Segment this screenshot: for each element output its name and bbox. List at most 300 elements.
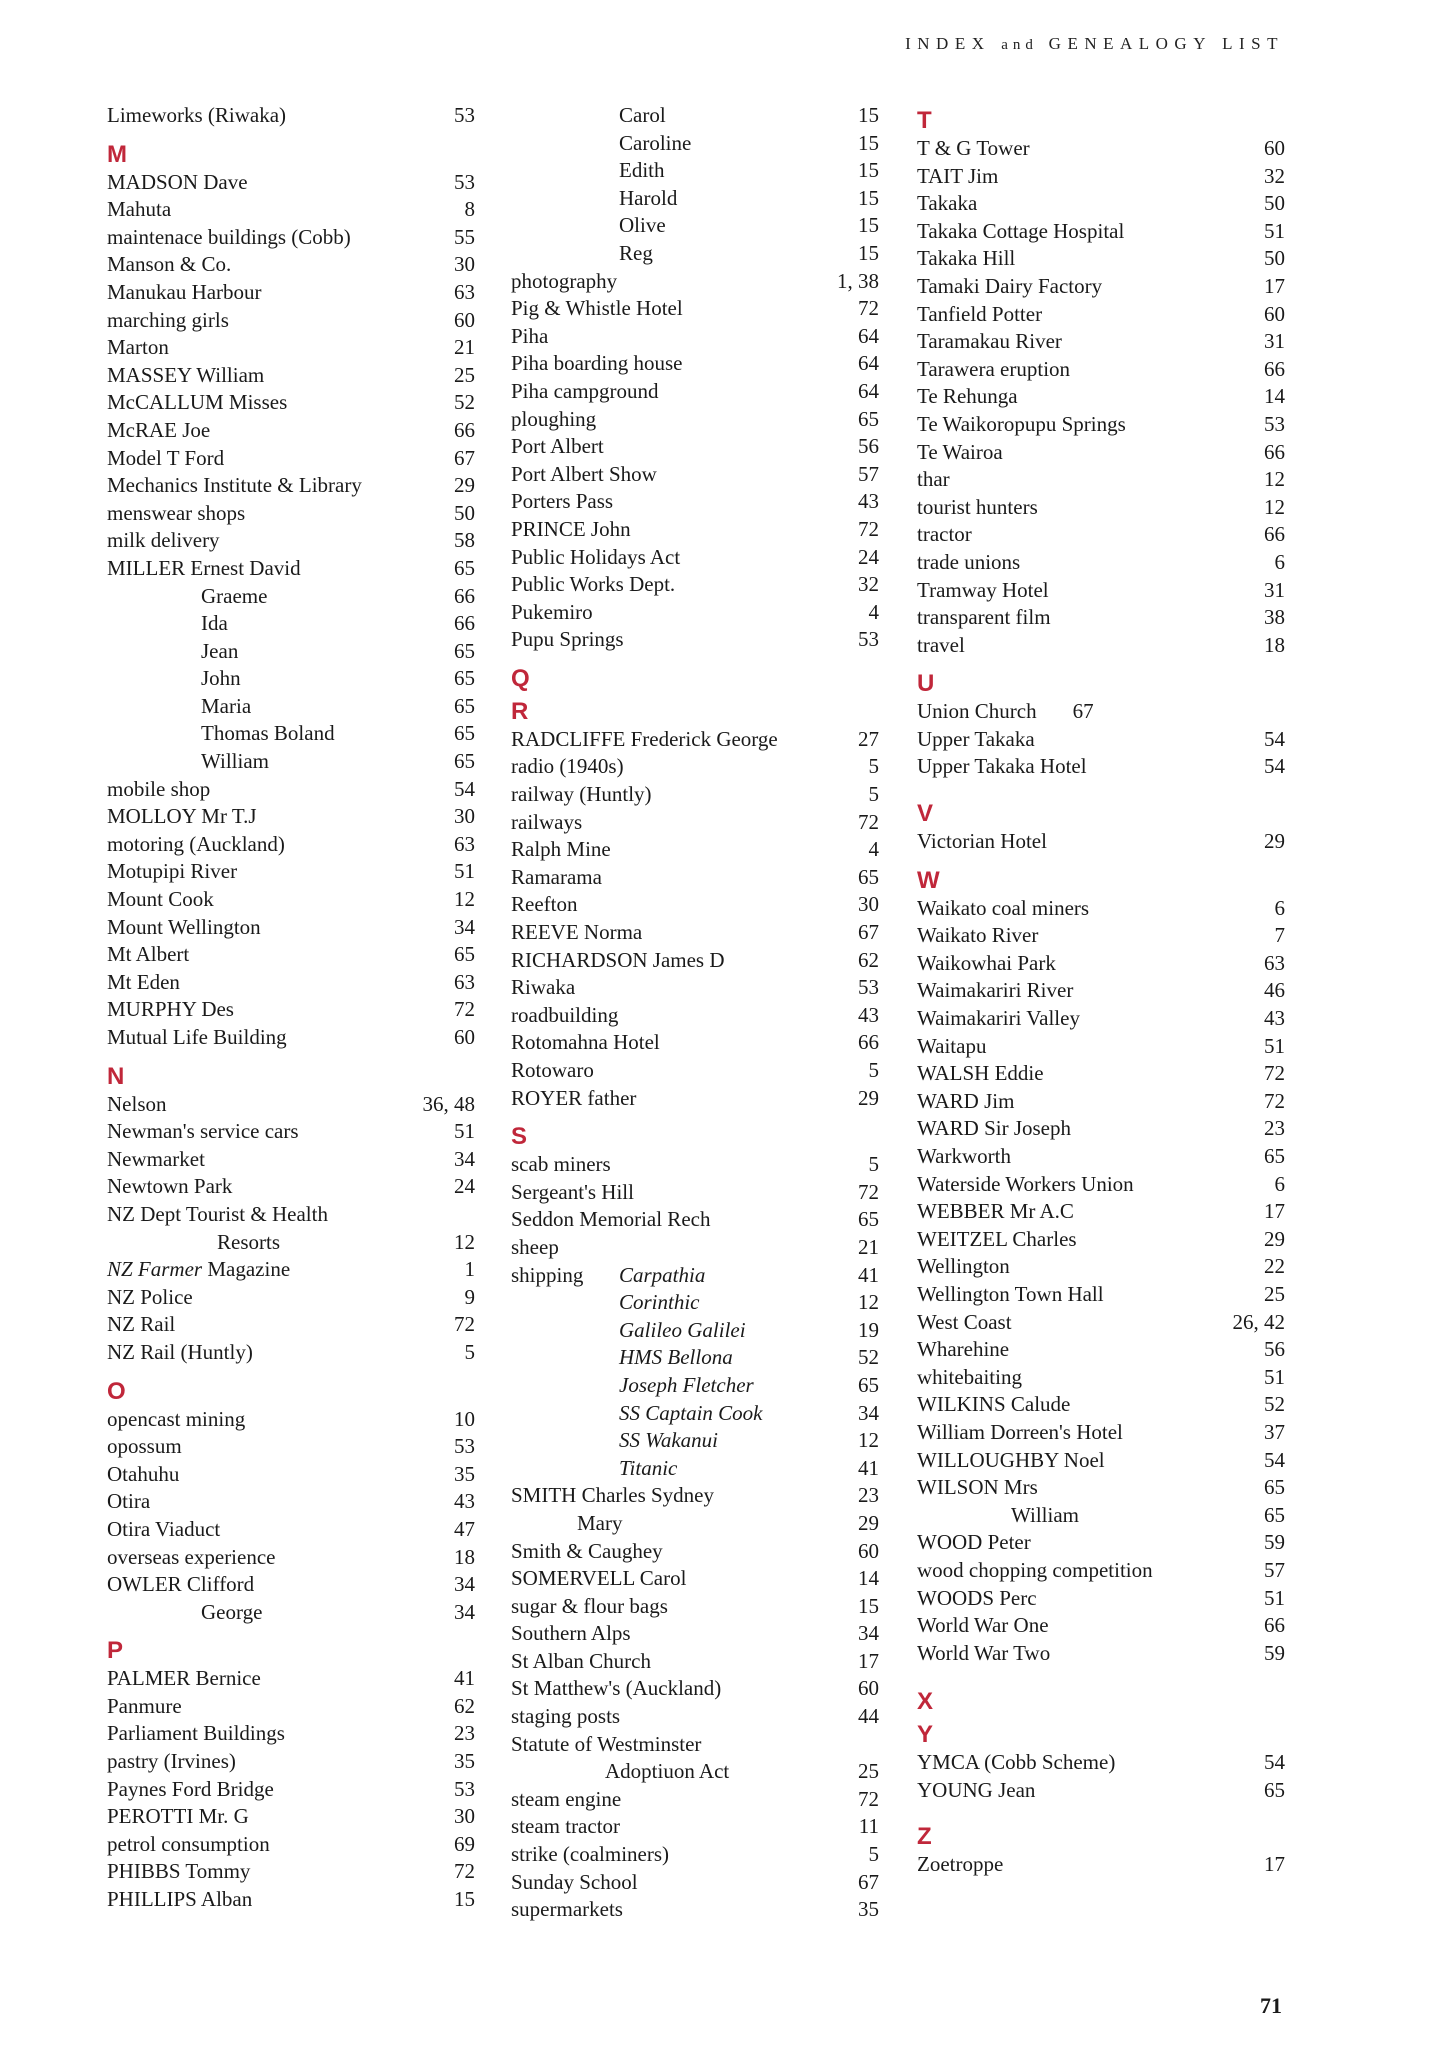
entry-term: transparent film: [917, 605, 1051, 630]
entry-term: Southern Alps: [511, 1621, 631, 1646]
entry-page: 72: [454, 1859, 475, 1884]
index-entry: [511, 1675, 879, 1703]
entry-term: roadbuilding: [511, 1002, 619, 1027]
entry-page: 63: [454, 969, 475, 994]
entry-page: 51: [1264, 1033, 1285, 1058]
entry-page: 64: [858, 378, 879, 403]
index-entry: [107, 102, 475, 130]
entry-term: WARD Jim: [917, 1088, 1015, 1113]
entry-term: William: [201, 749, 269, 774]
entry-term-continued: Resorts: [217, 1229, 280, 1254]
index-entry: [917, 922, 1285, 950]
entry-page: 22: [1264, 1254, 1285, 1279]
entry-page: 9: [464, 1284, 475, 1309]
index-entry: [107, 1311, 475, 1339]
entry-term: Motupipi River: [107, 859, 238, 884]
entry-term: WARD Sir Joseph: [917, 1116, 1072, 1141]
entry-term: Wellington: [917, 1254, 1010, 1279]
entry-page: 72: [858, 1786, 879, 1811]
entry-page: 63: [1264, 950, 1285, 975]
entry-term: Waikato River: [917, 923, 1039, 948]
entry-page: 47: [454, 1516, 475, 1541]
index-entry: [917, 521, 1285, 549]
entry-page: 56: [858, 434, 879, 459]
index-entry: [917, 1851, 1285, 1879]
entry-term: PALMER Bernice: [107, 1666, 261, 1691]
entry-page: 5: [868, 1152, 879, 1177]
entry-term: overseas experience: [107, 1544, 276, 1569]
entry-page: 5: [868, 754, 879, 779]
entry-page: 66: [1264, 439, 1285, 464]
entry-page: 41: [454, 1666, 475, 1691]
entry-page: 51: [1264, 218, 1285, 243]
entry-page: 34: [858, 1400, 879, 1425]
entry-term: ploughing: [511, 406, 597, 431]
entry-page: 72: [454, 997, 475, 1022]
index-entry: [511, 1057, 879, 1085]
entry-term: World War One: [917, 1613, 1049, 1638]
entry-page: 17: [1264, 1852, 1285, 1877]
index-entry: [107, 1284, 475, 1312]
entry-term: sugar & flour bags: [511, 1593, 668, 1618]
index-entry: [511, 1085, 879, 1113]
entry-page: 50: [1264, 246, 1285, 271]
entry-page: 37: [1264, 1419, 1285, 1444]
index-entry: [917, 1309, 1285, 1337]
entry-page: 54: [1264, 726, 1285, 751]
index-entry: [511, 461, 879, 489]
entry-page: 43: [454, 1489, 475, 1514]
entry-page: 60: [1264, 301, 1285, 326]
entry-page: 60: [858, 1538, 879, 1563]
index-entry: [511, 726, 879, 754]
index-column-1: [107, 102, 475, 1914]
entry-term: NZ Rail (Huntly): [107, 1339, 253, 1364]
index-entry: [917, 828, 1285, 856]
index-entry: [917, 950, 1285, 978]
index-entry: [511, 919, 879, 947]
entry-page: 51: [454, 1119, 475, 1144]
entry-term: Mt Albert: [107, 942, 190, 967]
index-entry: [107, 1693, 475, 1721]
entry-term-continued: Adoptiuon Act: [605, 1759, 730, 1784]
entry-page: 34: [858, 1621, 879, 1646]
section-n-entries-2: [107, 1284, 475, 1367]
entry-page: 23: [1264, 1116, 1285, 1141]
index-entry: [107, 831, 475, 859]
index-entry: [107, 1229, 475, 1257]
entry-page: 6: [1274, 895, 1285, 920]
index-entry: [107, 941, 475, 969]
entry-page: 60: [858, 1676, 879, 1701]
index-entry: [511, 1538, 879, 1566]
entry-term: railway (Huntly): [511, 782, 652, 807]
index-entry: [511, 268, 879, 296]
entry-term: Wharehine: [917, 1337, 1010, 1362]
entry-page: 15: [858, 240, 879, 265]
entry-term: Takaka Hill: [917, 246, 1016, 271]
entry-term: Waterside Workers Union: [917, 1171, 1134, 1196]
entry-page: 65: [858, 1207, 879, 1232]
entry-page: 29: [454, 473, 475, 498]
index-entry: [917, 1226, 1285, 1254]
entry-term: Newtown Park: [107, 1174, 233, 1199]
section-letter-v: V: [917, 800, 934, 828]
entry-page: 66: [454, 611, 475, 636]
index-entry: [511, 516, 879, 544]
entry-page: 43: [1264, 1006, 1285, 1031]
entry-term: Takaka Cottage Hospital: [917, 218, 1125, 243]
index-entry: [511, 185, 879, 213]
section-letter-w: W: [917, 866, 940, 894]
entry-term: Waitapu: [917, 1033, 987, 1058]
entry-term: McRAE Joe: [107, 417, 211, 442]
entry-page: 30: [454, 252, 475, 277]
index-entry: [917, 1088, 1285, 1116]
entry-term: WEITZEL Charles: [917, 1226, 1077, 1251]
entry-page: 12: [1264, 467, 1285, 492]
entry-term: maintenace buildings (Cobb): [107, 224, 351, 249]
entry-term: Ida: [201, 611, 228, 636]
index-entry: [917, 1143, 1285, 1171]
entry-page: 53: [454, 169, 475, 194]
entry-term: Zoetroppe: [917, 1852, 1004, 1877]
entry-term: MURPHY Des: [107, 997, 234, 1022]
section-letter-m: M: [107, 140, 127, 168]
entry-term: Sergeant's Hill: [511, 1179, 634, 1204]
index-entry: [917, 1612, 1285, 1640]
entry-term: supermarkets: [511, 1897, 623, 1922]
index-entry: [917, 273, 1285, 301]
index-entry: [917, 1033, 1285, 1061]
entry-term: Public Holidays Act: [511, 544, 681, 569]
index-entry: [107, 1256, 475, 1284]
index-entry: [511, 1731, 879, 1759]
entry-term: Edith: [619, 158, 665, 183]
index-entry: [511, 1206, 879, 1234]
entry-term: Mount Wellington: [107, 914, 261, 939]
entry-page: 29: [1264, 1226, 1285, 1251]
entry-term: Paynes Ford Bridge: [107, 1776, 274, 1801]
entry-term: Port Albert: [511, 434, 604, 459]
entry-term: Olive: [619, 213, 666, 238]
entry-term: Waikato coal miners: [917, 895, 1090, 920]
entry-term: John: [201, 666, 241, 691]
shipping-entry: [511, 1372, 879, 1400]
entry-page: 72: [858, 296, 879, 321]
index-entry: [107, 1544, 475, 1572]
index-entry: [917, 1447, 1285, 1475]
index-entry: [511, 212, 879, 240]
index-entry: [107, 251, 475, 279]
entry-page: 69: [454, 1831, 475, 1856]
entry-page: 21: [858, 1234, 879, 1259]
index-entry: [107, 279, 475, 307]
index-entry: [511, 1896, 879, 1924]
entry-page: 1, 38: [837, 268, 879, 293]
entry-term: Porters Pass: [511, 489, 614, 514]
entry-page: 30: [454, 1804, 475, 1829]
index-entry: [107, 1091, 475, 1119]
ship-name: SS Captain Cook: [619, 1400, 763, 1425]
entry-page: 17: [1264, 1199, 1285, 1224]
entry-page: 51: [1264, 1585, 1285, 1610]
entry-page: 29: [858, 1085, 879, 1110]
entry-page: 53: [454, 1434, 475, 1459]
entry-page: 72: [858, 809, 879, 834]
section-m-entries-2: [107, 776, 475, 1052]
entry-page: 67: [858, 920, 879, 945]
entry-term: steam tractor: [511, 1814, 621, 1839]
entry-page: 54: [1264, 754, 1285, 779]
index-entry: [511, 753, 879, 781]
entry-term: Wellington Town Hall: [917, 1281, 1104, 1306]
section-p-entries-cont: [511, 268, 879, 654]
entry-page: 18: [454, 1544, 475, 1569]
entry-term: Mahuta: [107, 197, 172, 222]
entry-term: St Alban Church: [511, 1648, 651, 1673]
entry-term: Waimakariri Valley: [917, 1006, 1080, 1031]
index-entry: [107, 445, 475, 473]
entry-page: 15: [858, 1593, 879, 1618]
entry-page: 59: [1264, 1530, 1285, 1555]
section-t-entries: [917, 135, 1285, 659]
index-entry: [107, 1571, 475, 1599]
entry-page: 15: [858, 213, 879, 238]
entry-term: Otira: [107, 1489, 151, 1514]
index-entry: [107, 362, 475, 390]
entry-page: 64: [858, 323, 879, 348]
entry-term: NZ Rail: [107, 1312, 176, 1337]
index-entry: [917, 301, 1285, 329]
entry-term: Magazine: [202, 1257, 291, 1282]
section-letter-q: Q: [511, 664, 530, 692]
entry-page: 52: [1264, 1392, 1285, 1417]
entry-page: 32: [858, 572, 879, 597]
entry-term: Reefton: [511, 892, 578, 917]
index-entry: [917, 1171, 1285, 1199]
index-entry: [107, 1433, 475, 1461]
entry-term: scab miners: [511, 1152, 611, 1177]
entry-term: radio (1940s): [511, 754, 624, 779]
index-entry: [107, 665, 475, 693]
entry-term: Carol: [619, 103, 666, 127]
ship-name: Carpathia: [619, 1262, 706, 1287]
entry-page: 12: [858, 1428, 879, 1453]
entry-term: Upper Takaka Hotel: [917, 754, 1087, 779]
entry-page: 65: [858, 864, 879, 889]
entry-term: RICHARDSON James D: [511, 947, 725, 972]
entry-page: 53: [858, 627, 879, 652]
entry-page: 31: [1264, 329, 1285, 354]
index-entry: [917, 494, 1285, 522]
index-entry: [107, 1146, 475, 1174]
entry-page: 30: [454, 804, 475, 829]
entry-page: 46: [1264, 978, 1285, 1003]
index-entry: [917, 604, 1285, 632]
entry-page: 14: [1264, 384, 1285, 409]
section-letter-s: S: [511, 1123, 528, 1151]
index-entry: [917, 895, 1285, 923]
entry-page: 54: [1264, 1447, 1285, 1472]
index-entry: [107, 720, 475, 748]
entry-term: Statute of Westminster: [511, 1731, 702, 1756]
entry-page: 65: [858, 1372, 879, 1397]
entry-page: 60: [1264, 136, 1285, 160]
entry-page: 17: [1264, 273, 1285, 298]
index-entry: [511, 1620, 879, 1648]
entry-term: McCALLUM Misses: [107, 390, 288, 415]
index-entry: [511, 1813, 879, 1841]
entry-term: sheep: [511, 1234, 559, 1259]
entry-term: Panmure: [107, 1693, 182, 1718]
index-entry: [511, 1593, 879, 1621]
section-y-entries: [917, 1749, 1285, 1804]
index-entry: [917, 549, 1285, 577]
entry-page: 1: [464, 1257, 475, 1282]
entry-page: 65: [1264, 1502, 1285, 1527]
entry-term: Tamaki Dairy Factory: [917, 273, 1103, 298]
entry-page: 50: [1264, 191, 1285, 216]
entry-term: Graeme: [201, 583, 268, 608]
section-letter-o: O: [107, 1377, 126, 1405]
entry-term: trade unions: [917, 549, 1021, 574]
entry-page: 65: [1264, 1475, 1285, 1500]
entry-term: Limeworks (Riwaka): [107, 103, 287, 127]
entry-page: 72: [1264, 1088, 1285, 1113]
page-number: 71: [1260, 1993, 1282, 2018]
entry-page: 63: [454, 831, 475, 856]
entry-term: Taramakau River: [917, 329, 1062, 354]
entry-page: 65: [454, 555, 475, 580]
entry-page: 66: [454, 583, 475, 608]
index-entry: [917, 356, 1285, 384]
index-entry: [107, 1776, 475, 1804]
shipping-entry: [511, 1455, 879, 1483]
entry-term: MASSEY William: [107, 362, 265, 387]
index-entry: [511, 130, 879, 158]
index-entry: [107, 803, 475, 831]
entry-page: 65: [1264, 1144, 1285, 1168]
entry-term: Victorian Hotel: [917, 829, 1047, 854]
entry-page: 53: [1264, 411, 1285, 436]
index-entry: [511, 295, 879, 323]
index-entry: [917, 632, 1285, 660]
index-entry: [107, 389, 475, 417]
entry-term: tractor: [917, 522, 972, 547]
index-entry: [107, 969, 475, 997]
running-head-index: INDEX: [905, 34, 991, 53]
entry-page: 65: [454, 693, 475, 718]
entry-page: 72: [1264, 1061, 1285, 1086]
index-entry: [107, 1720, 475, 1748]
entry-page: 67: [1072, 699, 1094, 724]
entry-page: 35: [454, 1461, 475, 1486]
entry-page: 12: [1264, 494, 1285, 519]
index-entry: [917, 726, 1285, 754]
shipping-block: [511, 1262, 879, 1483]
entry-term: Pig & Whistle Hotel: [511, 296, 683, 321]
entry-term: whitebaiting: [917, 1364, 1022, 1389]
section-s-entries: [511, 1151, 879, 1261]
entry-term: Pukemiro: [511, 599, 593, 624]
index-entry: [917, 1253, 1285, 1281]
entry-page: 5: [868, 1842, 879, 1867]
entry-page: 65: [1264, 1777, 1285, 1802]
entry-term: NZ Police: [107, 1284, 193, 1309]
entry-term: Model T Ford: [107, 445, 225, 470]
entry-page: 66: [1264, 522, 1285, 547]
entry-page: 23: [858, 1483, 879, 1508]
index-entry: [917, 1502, 1285, 1530]
entry-page: 29: [858, 1510, 879, 1535]
index-entry: [511, 1151, 879, 1179]
entry-term: Otahuhu: [107, 1461, 180, 1486]
entry-term: Harold: [619, 185, 678, 210]
index-entry: [917, 977, 1285, 1005]
section-u-entries: [917, 726, 1285, 781]
miller-children: [107, 583, 475, 776]
entry-page: 58: [454, 528, 475, 553]
entry-page: 53: [454, 1776, 475, 1801]
entry-page: 57: [1264, 1557, 1285, 1582]
entry-term: petrol consumption: [107, 1831, 270, 1856]
index-entry: [107, 776, 475, 804]
index-entry: [107, 1406, 475, 1434]
entry-page: 34: [454, 1572, 475, 1597]
entry-page: 66: [858, 1030, 879, 1055]
entry-page: 66: [1264, 1613, 1285, 1638]
entry-term: Rotowaro: [511, 1058, 594, 1082]
section-n-entries: [107, 1091, 475, 1201]
index-entry: [511, 488, 879, 516]
index-entry: [511, 947, 879, 975]
entry-term: Ralph Mine: [511, 837, 611, 862]
index-entry: [107, 472, 475, 500]
index-entry: [917, 218, 1285, 246]
entry-term: pastry (Irvines): [107, 1749, 236, 1774]
entry-page: 32: [1264, 163, 1285, 188]
entry-term: photography: [511, 268, 618, 293]
entry-term: Waimakariri River: [917, 978, 1074, 1003]
section-letter-t: T: [917, 107, 932, 134]
entry-term: strike (coalminers): [511, 1842, 670, 1867]
entry-term: Otira Viaduct: [107, 1516, 221, 1541]
entry-page: 65: [454, 721, 475, 746]
index-entry: [917, 1585, 1285, 1613]
shipping-entry: [511, 1262, 879, 1290]
index-entry: [917, 383, 1285, 411]
entry-page: 25: [454, 362, 475, 387]
index-entry: [511, 544, 879, 572]
entry-page: 5: [868, 1058, 879, 1082]
entry-page: 14: [858, 1566, 879, 1591]
entry-page: 12: [454, 1229, 475, 1254]
entry-page: 19: [858, 1317, 879, 1342]
index-entry: [107, 693, 475, 721]
index-entry: [511, 102, 879, 130]
section-letter-y: Y: [917, 1721, 934, 1749]
index-column-3: [917, 102, 1285, 1879]
entry-term: PEROTTI Mr. G: [107, 1804, 249, 1829]
entry-page: 41: [858, 1262, 879, 1287]
index-entry: [511, 1565, 879, 1593]
entry-page: 12: [858, 1290, 879, 1315]
entry-term: Maria: [201, 693, 252, 718]
entry-page: 60: [454, 307, 475, 332]
entry-term: Public Works Dept.: [511, 572, 676, 597]
entry-term: marching girls: [107, 307, 229, 332]
